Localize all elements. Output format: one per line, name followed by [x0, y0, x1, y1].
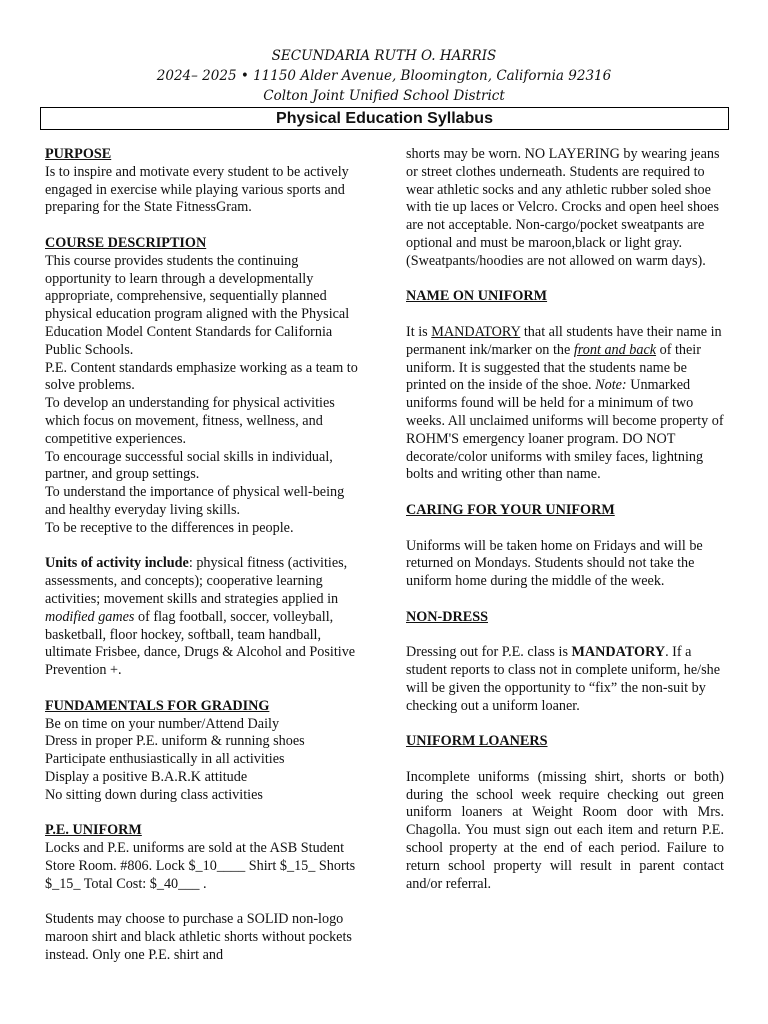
- units-lead: Units of activity include: [45, 555, 189, 572]
- uniform-heading: P.E. UNIFORM: [45, 822, 142, 839]
- uniform-choice-text: Students may choose to purchase a SOLID non-logo maroon shirt and black athletic shorts without pockets instead. Only one P.E. shirt and: [45, 911, 352, 963]
- uniform-continued-text: shorts may be worn. NO LAYERING by wearing jeans or street clothes underneath. Students are required to wear athletic socks and any athletic rubber soled shoe with tie up laces or Velcro. Crocks and open heel shoes are not acceptable. Non-cargo/pocket sweatpants are optional and must be maroon,black or light gray. (Sweatpants/hoodies are not allowed on warm days).: [406, 146, 720, 269]
- mandatory-underlined: MANDATORY: [431, 323, 521, 340]
- units-paragraph: Units of activity include: physical fitness (activities, assessments, and concepts); cooperative learning activities; movement skills and strategies applied in modified games of flag football, soccer, volleyball, basketball, floor hockey, softball, team handball, ultimate Frisbee, dance, Drugs & Alcohol and Positive Prevention +.: [45, 555, 356, 679]
- document-header: [0, 46, 768, 106]
- uniform-loaners-text: Incomplete uniforms (missing shirt, shorts or both) during the school week require checking out green uniform loaners at Weight Room door with Mrs. Chagolla. You must sign out each item and return P.E. school property at the end of each period. Failure to return school property will result in parent contact and/or referral.: [406, 768, 724, 892]
- course-point: To encourage successful social skills in individual, partner, and group settings.: [45, 448, 333, 483]
- non-dress-heading: NON-DRESS: [406, 608, 488, 625]
- course-point: To develop an understanding for physical activities which focus on movement, fitness, wellness, and competitive experiences.: [45, 395, 335, 447]
- grading-item: No sitting down during class activities: [45, 786, 263, 803]
- grading-item: Dress in proper P.E. uniform & running shoes: [45, 733, 305, 750]
- school-year-address: 2024– 2025 • 11150 Alder Avenue, Bloomington, California 92316: [156, 68, 612, 84]
- district-name: Colton Joint Unified School District: [263, 88, 505, 104]
- course-point: To be receptive to the differences in people.: [45, 519, 294, 536]
- caring-heading: CARING FOR YOUR UNIFORM: [406, 501, 615, 518]
- caring-text: Uniforms will be taken home on Fridays and will be returned on Mondays. Students should not take the uniform home during the middle of the week.: [406, 537, 703, 590]
- course-description-text: This course provides students the continuing opportunity to learn through a developmentally appropriate, comprehensive, sequentially planned physical education program aligned with the Physical Education Model Content Standards for California Public Schools.: [45, 252, 350, 358]
- uniform-pricing-text: Locks and P.E. uniforms are sold at the ASB Student Store Room. #806. Lock $_10____ Shirt $_15_ Shorts $_15_ Total Cost: $_40___ .: [45, 840, 356, 892]
- course-description-heading: COURSE DESCRIPTION: [45, 234, 207, 251]
- school-name: SECUNDARIA RUTH O. HARRIS: [271, 48, 497, 64]
- course-point: To understand the importance of physical well-being and healthy everyday living skills.: [45, 484, 345, 518]
- mandatory-bold: MANDATORY: [571, 644, 666, 661]
- purpose-heading: PURPOSE: [45, 146, 112, 162]
- front-and-back: front and back: [573, 341, 657, 358]
- grading-item: Display a positive B.A.R.K attitude: [45, 768, 248, 785]
- course-point: P.E. Content standards emphasize working as a team to solve problems.: [45, 359, 358, 394]
- non-dress-text: Dressing out for P.E. class is MANDATORY. If a student reports to class not in complete uniform, he/she will be given the opportunity to “fix” the non-suit by checking out a uniform loaner.: [406, 644, 721, 714]
- right-column: [406, 146, 724, 893]
- uniform-loaners-heading: UNIFORM LOANERS: [406, 733, 548, 750]
- grading-item: Be on time on your number/Attend Daily: [45, 715, 280, 732]
- note-label: Note:: [595, 377, 627, 394]
- modified-games: modified games: [45, 608, 135, 625]
- name-on-uniform-heading: NAME ON UNIFORM: [406, 288, 548, 305]
- document-title: Physical Education Syllabus: [40, 107, 729, 130]
- grading-item: Participate enthusiastically in all activities: [45, 751, 285, 768]
- purpose-text: Is to inspire and motivate every student to be actively engaged in exercise while playing various sports and preparing for the State FitnessGram.: [45, 163, 349, 216]
- grading-heading: FUNDAMENTALS FOR GRADING: [45, 697, 270, 714]
- name-on-uniform-text: It is MANDATORY that all students have their name in permanent ink/marker on the front and back of their uniform. It is suggested that the students name be printed on the inside of the shoe. Note: Unmarked uniforms found will be held for a minimum of two weeks. All unclaimed uniforms will become property of ROHM'S emergency loaner program. DO NOT decorate/color uniforms with smiley faces, lightning bolts and writing other than name.: [406, 323, 724, 483]
- left-column: [45, 146, 363, 965]
